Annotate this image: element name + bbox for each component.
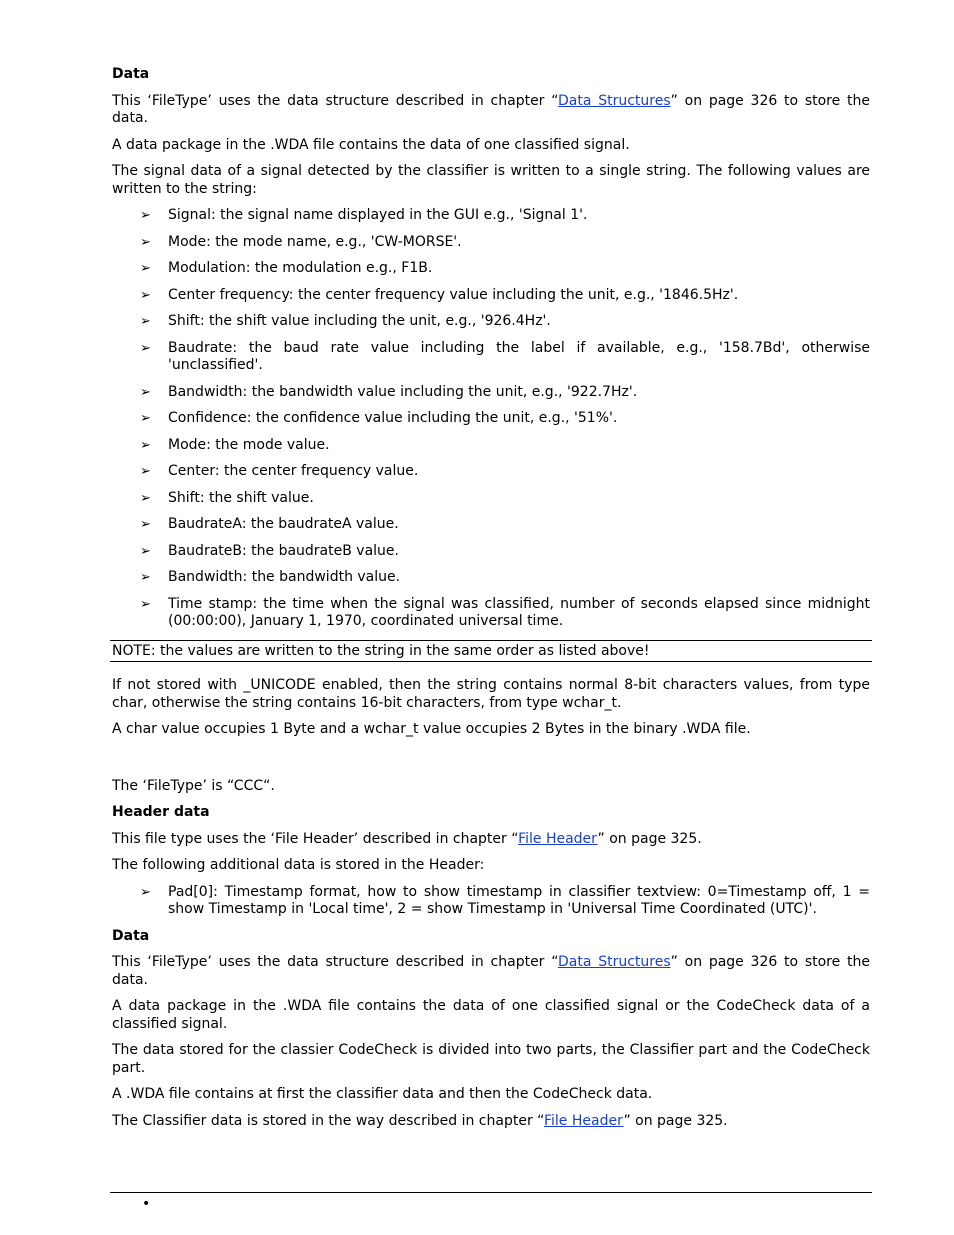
data-structures-link[interactable]: Data Structures <box>558 954 671 970</box>
arrow-bullet-icon: ➢ <box>140 261 151 276</box>
paragraph: If not stored with _UNICODE enabled, then the string contains normal 8-bit characters values, from type char, otherwise the string contains 16-bit characters, from type wchar_t. <box>112 677 870 711</box>
arrow-bullet-icon: ➢ <box>140 208 151 223</box>
list-item <box>112 260 870 278</box>
list-item-text: Center: the center frequency value. <box>168 463 419 479</box>
footer-rule <box>110 1192 872 1193</box>
list-item-text: Bandwidth: the bandwidth value. <box>168 569 401 585</box>
list-item-text: Pad[0]: Timestamp format, how to show timestamp in classifier textview: 0=Timestamp off, 1 = show Timestamp in 'Local time', 2 = show Timestamp in 'Universal Time Coordinated (UTC)'. <box>168 883 870 917</box>
list-item-text: Mode: the mode name, e.g., 'CW-MORSE'. <box>168 233 462 250</box>
paragraph: The Classifier data is stored in the way described in chapter “File Header” on page 325. <box>112 1112 728 1129</box>
paragraph: A .WDA file contains at first the classifier data and then the CodeCheck data. <box>112 1086 653 1102</box>
paragraph: A char value occupies 1 Byte and a wchar_t value occupies 2 Bytes in the binary .WDA file. <box>112 721 751 737</box>
arrow-bullet-icon: ➢ <box>140 464 151 479</box>
list-item <box>112 516 870 534</box>
section-heading-header-data: Header data <box>112 804 210 820</box>
list-item-text: BaudrateA: the baudrateA value. <box>168 516 399 532</box>
file-header-link[interactable]: File Header <box>543 1112 624 1129</box>
list-item-text: Center frequency: the center frequency value including the unit, e.g., '1846.5Hz'. <box>168 286 739 303</box>
arrow-bullet-icon: ➢ <box>140 884 151 900</box>
paragraph: The ‘FileType’ is “CCC“. <box>112 777 275 794</box>
list-item <box>112 287 870 305</box>
data-structures-link[interactable]: Data Structures <box>558 92 671 109</box>
list-item <box>112 207 870 225</box>
list-item <box>112 490 870 508</box>
list-item <box>112 313 870 331</box>
list-item <box>112 437 870 455</box>
list-item-text: Baudrate: the baud rate value including the label if available, e.g., '158.7Bd', otherwise 'unclassified'. <box>168 339 870 373</box>
arrow-bullet-icon: ➢ <box>140 314 151 329</box>
list-item-text: Confidence: the confidence value including the unit, e.g., '51%'. <box>168 410 618 426</box>
list-item <box>112 569 870 587</box>
list-item <box>112 410 870 428</box>
list-item <box>112 463 870 481</box>
paragraph: A data package in the .WDA file contains the data of one classified signal. <box>112 136 630 153</box>
paragraph: The following additional data is stored in the Header: <box>112 857 485 873</box>
list-item-text: Time stamp: the time when the signal was classified, number of seconds elapsed since midnight (00:00:00), January 1, 1970, coordinated universal time. <box>168 595 870 629</box>
list-item-text: Shift: the shift value. <box>168 489 314 506</box>
arrow-bullet-icon: ➢ <box>140 570 151 585</box>
footer-bullet: • <box>142 1196 151 1212</box>
list-item <box>112 384 870 402</box>
list-item <box>112 596 870 631</box>
arrow-bullet-icon: ➢ <box>140 543 151 559</box>
paragraph: A data package in the .WDA file contains the data of one classified signal or the CodeCheck data of a classified signal. <box>112 998 870 1032</box>
arrow-bullet-icon: ➢ <box>140 340 151 356</box>
arrow-bullet-icon: ➢ <box>140 287 151 303</box>
section-heading-data: Data <box>112 927 150 944</box>
list-item <box>112 543 870 561</box>
list-item-text: BaudrateB: the baudrateB value. <box>168 542 399 559</box>
list-item-text: Signal: the signal name displayed in the GUI e.g., 'Signal 1'. <box>168 207 588 223</box>
paragraph: This ‘FileType’ uses the data structure described in chapter “Data Structures” on page 326 to store the data. <box>112 92 870 126</box>
paragraph: This file type uses the ‘File Header’ described in chapter “File Header” on page 325. <box>112 830 702 847</box>
section-heading-data: Data <box>112 66 150 82</box>
arrow-bullet-icon: ➢ <box>140 234 151 250</box>
paragraph: This ‘FileType’ uses the data structure described in chapter “Data Structures” on page 326 to store the data. <box>112 954 870 988</box>
list-item-text: Mode: the mode value. <box>168 436 330 453</box>
note-box: NOTE: the values are written to the string in the same order as listed above! <box>110 640 872 663</box>
arrow-bullet-icon: ➢ <box>140 596 151 612</box>
paragraph: The signal data of a signal detected by the classifier is written to a single string. The following values are written to the string: <box>112 163 870 197</box>
list-item-text: Modulation: the modulation e.g., F1B. <box>168 260 433 276</box>
arrow-bullet-icon: ➢ <box>140 490 151 506</box>
arrow-bullet-icon: ➢ <box>140 411 151 426</box>
list-item-text: Bandwidth: the bandwidth value including the unit, e.g., '922.7Hz'. <box>168 383 638 400</box>
value-list <box>112 207 870 631</box>
paragraph: The data stored for the classier CodeCheck is divided into two parts, the Classifier part and the CodeCheck part. <box>112 1042 870 1076</box>
header-value-list <box>112 884 870 919</box>
list-item <box>112 234 870 252</box>
file-header-link[interactable]: File Header <box>518 830 598 847</box>
list-item-text: Shift: the shift value including the unit, e.g., '926.4Hz'. <box>168 313 551 329</box>
arrow-bullet-icon: ➢ <box>140 384 151 400</box>
list-item <box>112 340 870 375</box>
document-page <box>112 66 870 1139</box>
list-item <box>112 884 870 919</box>
arrow-bullet-icon: ➢ <box>140 517 151 532</box>
arrow-bullet-icon: ➢ <box>140 437 151 453</box>
